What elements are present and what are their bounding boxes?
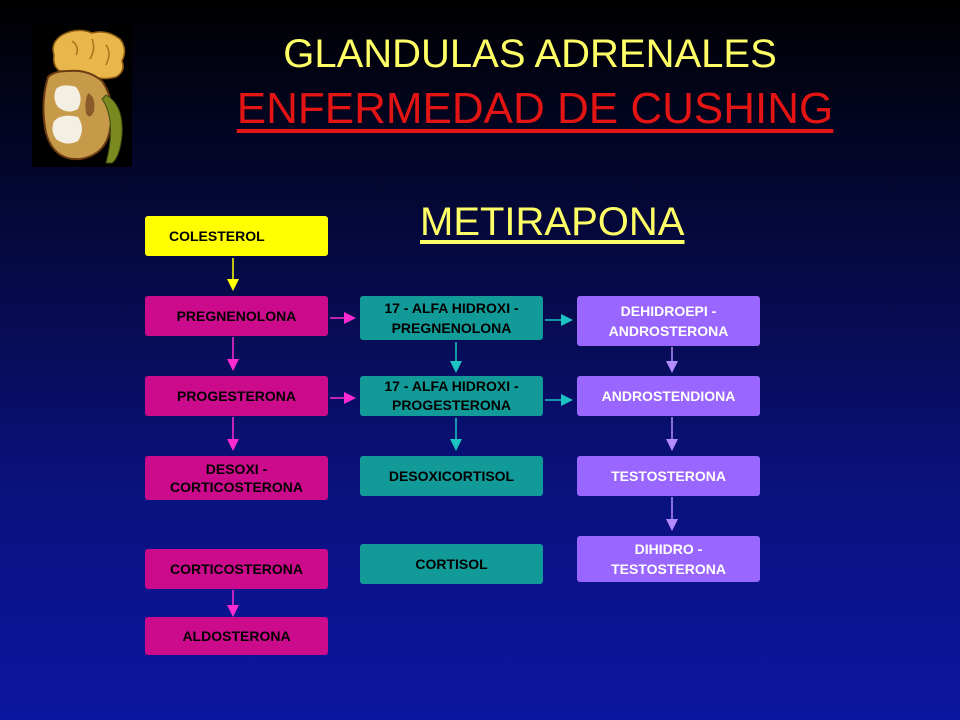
drug-label: METIRAPONA bbox=[420, 200, 685, 244]
adrenal-gland-image bbox=[32, 25, 132, 167]
slide-title: GLANDULAS ADRENALES bbox=[283, 32, 777, 76]
slide-subtitle: ENFERMEDAD DE CUSHING bbox=[236, 84, 834, 133]
node-progesterona: PROGESTERONA bbox=[145, 376, 328, 416]
node-dehidroepiandrosterona: DEHIDROEPI - ANDROSTERONA bbox=[577, 296, 760, 346]
node-aldosterona: ALDOSTERONA bbox=[145, 617, 328, 655]
node-corticosterona: CORTICOSTERONA bbox=[145, 549, 328, 589]
node-dihidrotestosterona: DIHIDRO - TESTOSTERONA bbox=[577, 536, 760, 582]
node-cortisol: CORTISOL bbox=[360, 544, 543, 584]
node-17-alfa-hidroxi-pregnenolona: 17 - ALFA HIDROXI - PREGNENOLONA bbox=[360, 296, 543, 340]
node-pregnenolona: PREGNENOLONA bbox=[145, 296, 328, 336]
node-testosterona: TESTOSTERONA bbox=[577, 456, 760, 496]
adrenal-gland-icon bbox=[32, 25, 132, 167]
node-desoxicortisol: DESOXICORTISOL bbox=[360, 456, 543, 496]
node-colesterol: COLESTEROL bbox=[145, 216, 328, 256]
node-androstendiona: ANDROSTENDIONA bbox=[577, 376, 760, 416]
node-desoxicorticosterona: DESOXI - CORTICOSTERONA bbox=[145, 456, 328, 500]
node-17-alfa-hidroxi-progesterona: 17 - ALFA HIDROXI - PROGESTERONA bbox=[360, 376, 543, 416]
